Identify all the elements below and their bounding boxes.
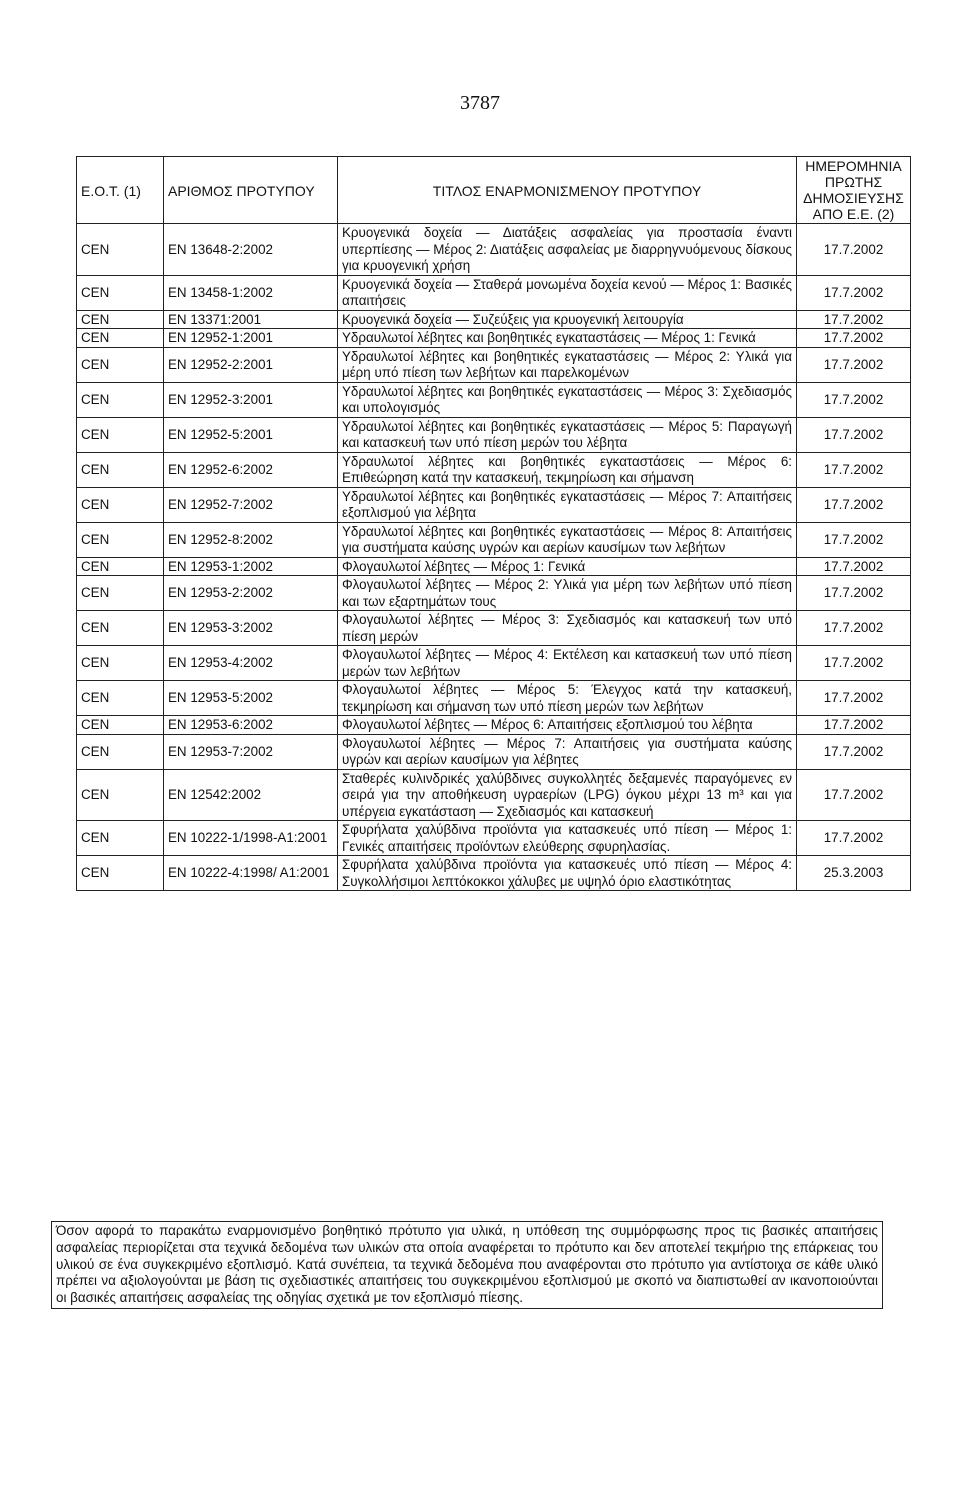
row-org: CEN (77, 821, 164, 856)
table-row (77, 716, 911, 735)
row-publication-date: 17.7.2002 (797, 275, 911, 310)
row-publication-date: 17.7.2002 (797, 734, 911, 769)
table-row (77, 557, 911, 576)
row-standard-number: EN 12952-2:2001 (164, 347, 338, 382)
table-header-row (77, 157, 911, 224)
row-standard-number: EN 12953-6:2002 (164, 716, 338, 735)
row-org: CEN (77, 716, 164, 735)
table-row (77, 769, 911, 821)
row-standard-title: Υδραυλωτοί λέβητες και βοηθητικές εγκαταστάσεις — Μέρος 1: Γενικά (338, 329, 797, 348)
row-standard-number: EN 12953-7:2002 (164, 734, 338, 769)
table-body (77, 224, 911, 891)
table-row (77, 275, 911, 310)
row-publication-date: 17.7.2002 (797, 557, 911, 576)
table-row (77, 611, 911, 646)
page-number: 3787 (460, 92, 500, 114)
row-standard-title: Φλογαυλωτοί λέβητες — Μέρος 2: Υλικά για μέρη των λεβήτων υπό πίεση και των εξαρτημάτων τους (338, 576, 797, 611)
row-standard-number: EN 12952-6:2002 (164, 452, 338, 487)
table-row (77, 821, 911, 856)
row-standard-title: Υδραυλωτοί λέβητες και βοηθητικές εγκαταστάσεις — Μέρος 5: Παραγωγή και κατασκευή των υπό πίεση μερών του λέβητα (338, 417, 797, 452)
row-standard-title: Υδραυλωτοί λέβητες και βοηθητικές εγκαταστάσεις — Μέρος 3: Σχεδιασμός και υπολογισμός (338, 382, 797, 417)
table-row (77, 329, 911, 348)
row-publication-date: 17.7.2002 (797, 716, 911, 735)
table-row (77, 681, 911, 716)
row-publication-date: 17.7.2002 (797, 611, 911, 646)
row-publication-date: 17.7.2002 (797, 417, 911, 452)
row-org: CEN (77, 734, 164, 769)
row-org: CEN (77, 275, 164, 310)
header-standard-title: ΤΙΤΛΟΣ ΕΝΑΡΜΟΝΙΣΜΕΝΟΥ ΠΡΟΤΥΠΟΥ (338, 157, 797, 224)
row-standard-number: EN 12953-5:2002 (164, 681, 338, 716)
header-standard-number: ΑΡΙΘΜΟΣ ΠΡΟΤΥΠΟΥ (164, 157, 338, 224)
row-org: CEN (77, 487, 164, 522)
header-publication-date: ΗΜΕΡΟΜΗΝΙΑ ΠΡΩΤΗΣ ΔΗΜΟΣΙΕΥΣΗΣ ΑΠΟ Ε.Ε. (2) (797, 157, 911, 224)
row-standard-title: Φλογαυλωτοί λέβητες — Μέρος 5: Έλεγχος κατά την κατασκευή, τεκμηρίωση και σήμανση των υπό πίεση μερών των λεβήτων (338, 681, 797, 716)
row-standard-number: EN 12952-3:2001 (164, 382, 338, 417)
note-paragraph: Όσον αφορά το παρακάτω εναρμονισμένο βοηθητικό πρότυπο για υλικά, η υπόθεση της συμμόρφωσης προς τις βασικές απαιτήσεις ασφαλείας περιορίζεται στα τεχνικά δεδομένα των υλικών στα οποία αναφέρεται το πρότυπο και δεν αποτελεί τεκμήριο της επάρκειας του υλικού σε ένα συγκεκριμένο εξοπλισμό. Κατά συνέπεια, τα τεχνικά δεδομένα που αναφέρονται στο πρότυπο για αντίστοιχα σε κάθε υλικό πρέπει να αξιολογούνται με βάση τις σχεδιαστικές απαιτήσεις του συγκεκριμένου εξοπλισμού με σκοπό να διαπιστωθεί αν ικανοποιούνται οι βασικές απαιτήσεις ασφαλείας της οδηγίας σχετικά με τον εξοπλισμό πίεσης. (51, 1221, 883, 1309)
row-standard-number: EN 12952-8:2002 (164, 522, 338, 557)
row-standard-number: EN 12953-2:2002 (164, 576, 338, 611)
row-standard-number: EN 13371:2001 (164, 310, 338, 329)
row-standard-number: EN 10222-1/1998-A1:2001 (164, 821, 338, 856)
row-standard-title: Σφυρήλατα χαλύβδινα προϊόντα για κατασκευές υπό πίεση — Μέρος 1: Γενικές απαιτήσεις προϊόντων ελεύθερης σφυρηλασίας. (338, 821, 797, 856)
row-standard-title: Υδραυλωτοί λέβητες και βοηθητικές εγκαταστάσεις — Μέρος 7: Απαιτήσεις εξοπλισμού για λέβητα (338, 487, 797, 522)
row-publication-date: 17.7.2002 (797, 681, 911, 716)
table-row (77, 734, 911, 769)
row-standard-title: Σφυρήλατα χαλύβδινα προϊόντα για κατασκευές υπό πίεση — Μέρος 4: Συγκολλήσιμοι λεπτόκοκκοι χάλυβες με υψηλό όριο ελαστικότητας (338, 856, 797, 891)
row-org: CEN (77, 347, 164, 382)
row-org: CEN (77, 611, 164, 646)
row-standard-number: EN 12953-1:2002 (164, 557, 338, 576)
table-row (77, 347, 911, 382)
row-org: CEN (77, 452, 164, 487)
row-standard-number: EN 13458-1:2002 (164, 275, 338, 310)
row-org: CEN (77, 769, 164, 821)
row-org: CEN (77, 576, 164, 611)
row-standard-number: EN 12952-7:2002 (164, 487, 338, 522)
table-row (77, 417, 911, 452)
row-standard-number: EN 13648-2:2002 (164, 224, 338, 276)
row-standard-number: EN 12953-3:2002 (164, 611, 338, 646)
row-standard-title: Υδραυλωτοί λέβητες και βοηθητικές εγκαταστάσεις — Μέρος 6: Επιθεώρηση κατά την κατασκευή, τεκμηρίωση και σήμανση (338, 452, 797, 487)
row-publication-date: 25.3.2003 (797, 856, 911, 891)
row-standard-number: EN 10222-4:1998/ A1:2001 (164, 856, 338, 891)
row-publication-date: 17.7.2002 (797, 224, 911, 276)
row-standard-number: EN 12953-4:2002 (164, 646, 338, 681)
row-standard-title: Φλογαυλωτοί λέβητες — Μέρος 4: Εκτέλεση και κατασκευή των υπό πίεση μερών των λεβήτων (338, 646, 797, 681)
row-org: CEN (77, 681, 164, 716)
table-row (77, 576, 911, 611)
header-org: Ε.Ο.Τ. (1) (77, 157, 164, 224)
row-publication-date: 17.7.2002 (797, 329, 911, 348)
row-org: CEN (77, 224, 164, 276)
row-standard-title: Υδραυλωτοί λέβητες και βοηθητικές εγκαταστάσεις — Μέρος 2: Υλικά για μέρη υπό πίεση των λεβήτων και παρελκομένων (338, 347, 797, 382)
row-org: CEN (77, 646, 164, 681)
row-publication-date: 17.7.2002 (797, 821, 911, 856)
row-publication-date: 17.7.2002 (797, 522, 911, 557)
row-standard-title: Φλογαυλωτοί λέβητες — Μέρος 7: Απαιτήσεις για συστήματα καύσης υγρών και αερίων καυσίμων για λέβητες (338, 734, 797, 769)
row-publication-date: 17.7.2002 (797, 452, 911, 487)
row-standard-title: Κρυογενικά δοχεία — Διατάξεις ασφαλείας για προστασία έναντι υπερπίεσης — Μέρος 2: Διατάξεις ασφαλείας με διαρρηγνυόμενους δίσκους για κρυογενική χρήση (338, 224, 797, 276)
row-standard-title: Κρυογενικά δοχεία — Σταθερά μονωμένα δοχεία κενού — Μέρος 1: Βασικές απαιτήσεις (338, 275, 797, 310)
row-org: CEN (77, 382, 164, 417)
row-standard-title: Φλογαυλωτοί λέβητες — Μέρος 3: Σχεδιασμός και κατασκευή των υπό πίεση μερών (338, 611, 797, 646)
row-org: CEN (77, 856, 164, 891)
row-standard-title: Σταθερές κυλινδρικές χαλύβδινες συγκολλητές δεξαμενές παραγόμενες εν σειρά για την αποθήκευση υγραερίων (LPG) όγκου μέχρι 13 m³ και για υπέργεια εγκατάσταση — Σχεδιασμός και κατασκευή (338, 769, 797, 821)
row-standard-number: EN 12952-1:2001 (164, 329, 338, 348)
row-publication-date: 17.7.2002 (797, 646, 911, 681)
row-standard-title: Κρυογενικά δοχεία — Συζεύξεις για κρυογενική λειτουργία (338, 310, 797, 329)
row-publication-date: 17.7.2002 (797, 769, 911, 821)
row-org: CEN (77, 417, 164, 452)
standards-table (76, 156, 911, 891)
row-org: CEN (77, 522, 164, 557)
table-row (77, 452, 911, 487)
row-org: CEN (77, 310, 164, 329)
row-publication-date: 17.7.2002 (797, 382, 911, 417)
row-org: CEN (77, 329, 164, 348)
table-row (77, 310, 911, 329)
row-standard-number: EN 12542:2002 (164, 769, 338, 821)
row-publication-date: 17.7.2002 (797, 347, 911, 382)
row-standard-number: EN 12952-5:2001 (164, 417, 338, 452)
row-publication-date: 17.7.2002 (797, 310, 911, 329)
table-row (77, 856, 911, 891)
table-row (77, 382, 911, 417)
table-row (77, 487, 911, 522)
row-org: CEN (77, 557, 164, 576)
row-standard-title: Φλογαυλωτοί λέβητες — Μέρος 1: Γενικά (338, 557, 797, 576)
row-publication-date: 17.7.2002 (797, 576, 911, 611)
table-row (77, 522, 911, 557)
table-row (77, 224, 911, 276)
table-row (77, 646, 911, 681)
row-standard-title: Υδραυλωτοί λέβητες και βοηθητικές εγκαταστάσεις — Μέρος 8: Απαιτήσεις για συστήματα καύσης υγρών και αερίων καυσίμων των λεβήτων (338, 522, 797, 557)
row-publication-date: 17.7.2002 (797, 487, 911, 522)
row-standard-title: Φλογαυλωτοί λέβητες — Μέρος 6: Απαιτήσεις εξοπλισμού του λέβητα (338, 716, 797, 735)
